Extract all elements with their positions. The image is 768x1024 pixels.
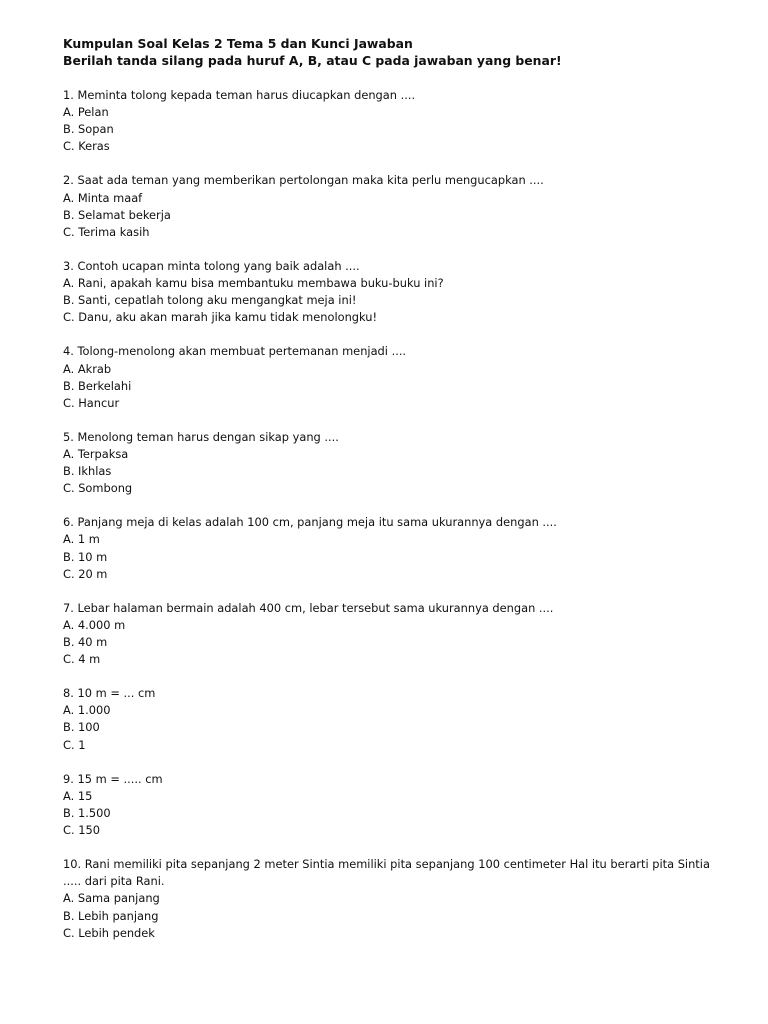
question-item bbox=[63, 771, 723, 839]
answer-option: B. Berkelahi bbox=[63, 378, 132, 393]
answer-option: B. 10 m bbox=[63, 549, 108, 564]
answer-option: A. Rani, apakah kamu bisa membantuku membawa buku-buku ini? bbox=[63, 276, 444, 291]
question-list bbox=[63, 87, 723, 942]
question-item bbox=[63, 856, 723, 941]
answer-option: B. 40 m bbox=[63, 635, 108, 649]
question-item bbox=[63, 685, 723, 753]
answer-option: C. Danu, aku akan marah jika kamu tidak menolongku! bbox=[63, 310, 378, 325]
question-item bbox=[63, 172, 723, 240]
answer-option: B. Lebih panjang bbox=[63, 908, 159, 923]
question-text: 7. Lebar halaman bermain adalah 400 cm, lebar tersebut sama ukurannya dengan .... bbox=[63, 600, 554, 615]
answer-option: C. Lebih pendek bbox=[63, 925, 155, 940]
question-text: 8. 10 m = ... cm bbox=[63, 686, 156, 701]
question-text: 1. Meminta tolong kepada teman harus diucapkan dengan .... bbox=[63, 88, 416, 102]
answer-option: A. Minta maaf bbox=[63, 190, 143, 205]
answer-option: C. Keras bbox=[63, 139, 110, 154]
answer-option: B. Sopan bbox=[63, 122, 114, 137]
answer-option: A. 1 m bbox=[63, 532, 100, 547]
answer-option: A. Sama panjang bbox=[63, 891, 160, 906]
question-text: 6. Panjang meja di kelas adalah 100 cm, panjang meja itu sama ukurannya dengan .... bbox=[63, 515, 557, 530]
question-text: 5. Menolong teman harus dengan sikap yang .... bbox=[63, 429, 339, 444]
answer-option: B. Selamat bekerja bbox=[63, 207, 171, 222]
question-text: 9. 15 m = ..... cm bbox=[63, 771, 163, 786]
question-item bbox=[63, 600, 723, 668]
answer-option: C. 150 bbox=[63, 823, 100, 838]
answer-option: A. 4.000 m bbox=[63, 617, 126, 632]
question-item bbox=[63, 514, 723, 582]
answer-option: C. 1 bbox=[63, 737, 86, 752]
answer-option: B. Santi, cepatlah tolong aku mengangkat meja ini! bbox=[63, 293, 357, 308]
answer-option: A. Terpaksa bbox=[63, 446, 129, 461]
question-text: 3. Contoh ucapan minta tolong yang baik adalah .... bbox=[63, 258, 360, 273]
question-item bbox=[63, 343, 723, 411]
answer-option: B. 1.500 bbox=[63, 805, 111, 820]
answer-option: A. 1.000 bbox=[63, 703, 111, 718]
question-item bbox=[63, 258, 723, 326]
instruction-text: Berilah tanda silang pada huruf A, B, atau C pada jawaban yang benar! bbox=[63, 53, 562, 68]
document-title: Kumpulan Soal Kelas 2 Tema 5 dan Kunci Jawaban bbox=[63, 36, 413, 51]
answer-option: A. 15 bbox=[63, 788, 93, 803]
question-item bbox=[63, 429, 723, 497]
question-text: 10. Rani memiliki pita sepanjang 2 meter Sintia memiliki pita sepanjang 100 centimeter Hal itu berarti pita Sintia ..... dari pita Rani. bbox=[63, 857, 710, 889]
question-item bbox=[63, 87, 723, 155]
answer-option: B. 100 bbox=[63, 720, 100, 735]
answer-option: B. Ikhlas bbox=[63, 464, 112, 479]
answer-option: A. Akrab bbox=[63, 361, 112, 376]
question-text: 4. Tolong-menolong akan membuat pertemanan menjadi .... bbox=[63, 344, 407, 359]
answer-option: C. 20 m bbox=[63, 566, 108, 581]
answer-option: C. Terima kasih bbox=[63, 224, 150, 239]
answer-option: C. 4 m bbox=[63, 652, 101, 667]
answer-option: C. Hancur bbox=[63, 395, 120, 410]
question-text: 2. Saat ada teman yang memberikan pertolongan maka kita perlu mengucapkan .... bbox=[63, 173, 544, 188]
answer-option: C. Sombong bbox=[63, 481, 133, 496]
answer-option: A. Pelan bbox=[63, 105, 109, 120]
document-page bbox=[63, 35, 723, 959]
